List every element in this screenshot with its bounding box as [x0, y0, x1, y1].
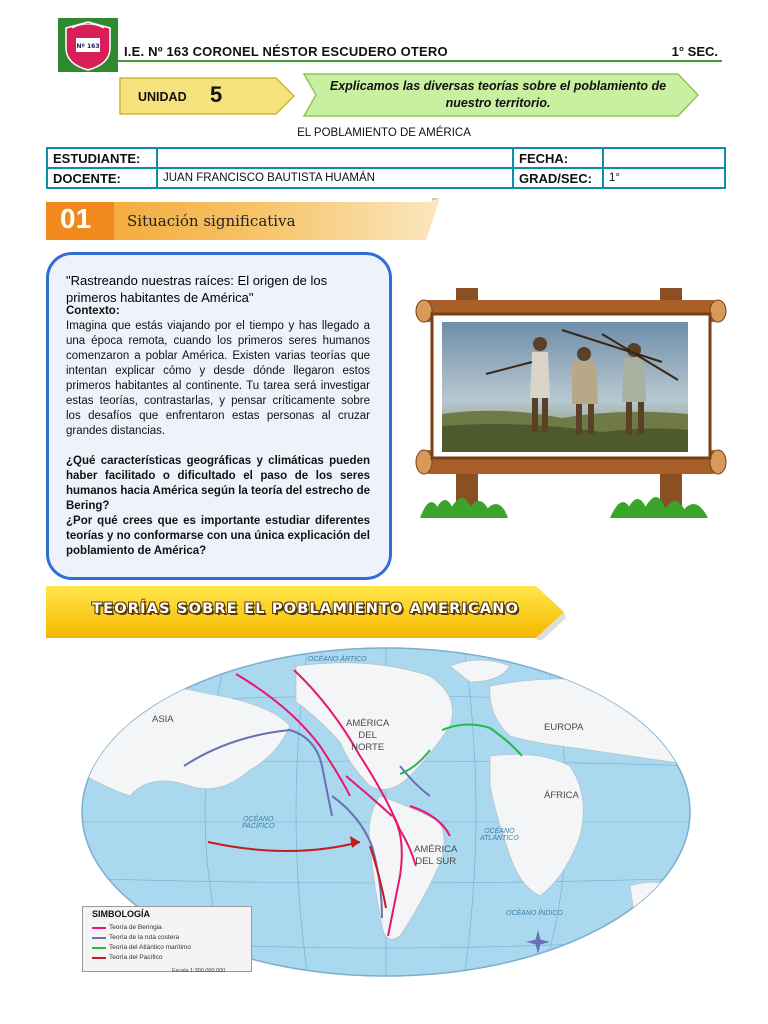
gradsec-value: 1° — [603, 168, 725, 188]
label-africa: ÁFRICA — [544, 790, 579, 801]
label-atlantic-ocean-1: OCÉANO — [484, 828, 515, 835]
label-pacific-ocean — [242, 816, 275, 830]
header-divider — [118, 60, 722, 62]
unit-description: Explicamos las diversas teorías sobre el poblamiento de nuestro territorio. — [329, 79, 667, 110]
legend-label-atlantic: Teoría del Atlántico marítimo — [109, 944, 192, 951]
context-question-1: ¿Qué características geográficas y climáticas pueden haber facilitado o dificultado el paso de los seres humanos hacia América según la teoría del estrecho de Bering? — [66, 455, 370, 512]
label-atlantic-ocean-2: ATLÁNTICO — [480, 835, 519, 842]
legend-swatch-atlantic — [92, 947, 106, 949]
grade-label: 1° SEC. — [671, 44, 718, 59]
context-question-2: ¿Por qué crees que es importante estudiar diferentes teorías y no conformarse con una única explicación del poblamiento de América? — [66, 515, 370, 557]
section-title: Situación significativa — [127, 212, 296, 230]
school-logo — [58, 18, 118, 72]
student-info-table — [46, 147, 726, 189]
context-body: Imagina que estás viajando por el tiempo y has llegado a una época remota, cuando los primeros seres humanos comenzaron a poblar América. Existen varias teorías que intentan explicar cómo y desde dónde llegaron estos primeros habitantes al continente. Tu tarea será investigar estas teorías, contrastarlas, y pensar críticamente sobre los desafíos que enfrentaron estas personas al cruzar grandes distancias. — [66, 320, 370, 437]
section-number: 01 — [60, 203, 92, 234]
legend-swatch-coastal — [92, 937, 106, 939]
legend-swatch-beringia — [92, 927, 106, 929]
label-indian-ocean: OCÉANO ÍNDICO — [506, 910, 563, 917]
label-atlantic-ocean — [480, 828, 519, 842]
theories-title: TEORÍAS SOBRE EL POBLAMIENTO AMERICANO — [92, 601, 520, 617]
teacher-label: DOCENTE: — [47, 168, 157, 188]
date-label: FECHA: — [513, 148, 603, 168]
label-asia: ASIA — [152, 714, 174, 725]
legend-swatch-pacific — [92, 957, 106, 959]
label-south-america-1: AMÉRICA — [414, 844, 458, 855]
logo-text: Nº 163 — [76, 43, 100, 50]
label-north-america-3: NORTE — [351, 742, 385, 753]
label-north-america — [346, 718, 389, 754]
student-field[interactable] — [157, 148, 513, 168]
document-title: EL POBLAMIENTO DE AMÉRICA — [297, 127, 471, 139]
legend-item-coastal — [92, 934, 179, 941]
label-north-america-1: AMÉRICA — [346, 718, 390, 729]
label-arctic-ocean: OCÉANO ÁRTICO — [308, 656, 367, 663]
legend-label-coastal: Teoría de la ruta costera — [109, 934, 180, 941]
map-scale: Escala 1:300.000.000 — [172, 968, 226, 974]
school-name: I.E. Nº 163 CORONEL NÉSTOR ESCUDERO OTERO — [124, 44, 448, 59]
teacher-value: JUAN FRANCISCO BAUTISTA HUAMÁN — [157, 168, 513, 188]
label-south-america-2: DEL SUR — [415, 856, 457, 867]
legend-item-atlantic — [92, 944, 191, 951]
legend-item-beringia — [92, 924, 162, 931]
legend-label-pacific: Teoría del Pacífico — [109, 954, 163, 961]
label-europe: EUROPA — [544, 722, 584, 733]
unit-label: UNIDAD — [138, 90, 187, 104]
legend-label-beringia: Teoría de Beringia — [109, 924, 162, 931]
label-south-america — [414, 844, 457, 868]
context-label: Contexto: — [66, 305, 120, 317]
label-north-america-2: DEL — [358, 730, 377, 741]
student-label: ESTUDIANTE: — [47, 148, 157, 168]
legend-item-pacific — [92, 954, 162, 961]
label-pacific-ocean-2: PACÍFICO — [242, 823, 275, 830]
prehistoric-migration-scene — [442, 322, 688, 452]
unit-number: 5 — [210, 82, 223, 107]
legend-title: SIMBOLOGÍA — [92, 909, 150, 919]
gradsec-label: GRAD/SEC: — [513, 168, 603, 188]
date-field[interactable] — [603, 148, 725, 168]
label-pacific-ocean-1: OCÉANO — [243, 816, 274, 823]
context-title: "Rastreando nuestras raíces: El origen de los primeros habitantes de América" — [66, 273, 328, 305]
